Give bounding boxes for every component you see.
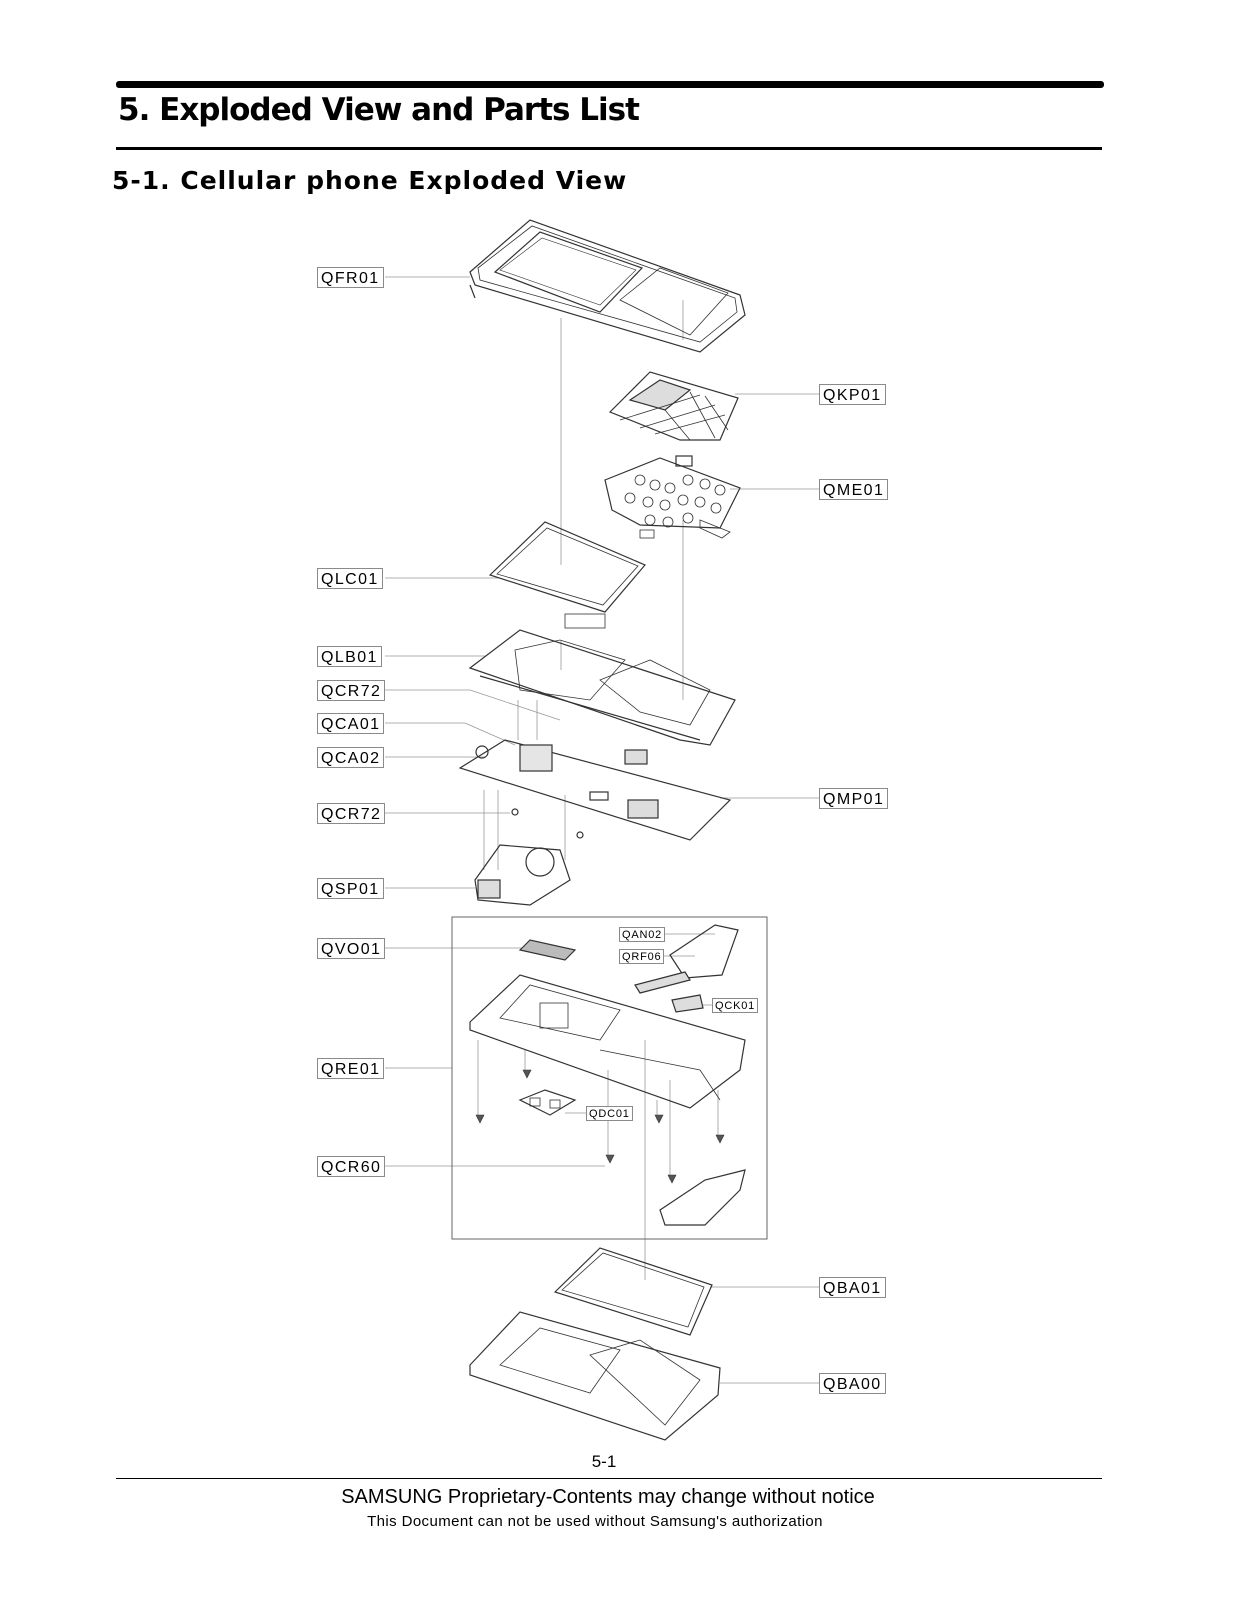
callout-qrf06: QRF06 <box>619 949 664 964</box>
keypad-drawing <box>610 372 738 440</box>
callout-qba00: QBA00 <box>819 1373 886 1394</box>
battery-cover-drawing <box>470 1312 720 1440</box>
battery-drawing <box>555 1248 712 1335</box>
callout-qcr72-a: QCR72 <box>317 680 385 701</box>
callout-qcr60: QCR60 <box>317 1156 385 1177</box>
footer-authorization: This Document can not be used without Samsung's authorization <box>367 1513 823 1530</box>
callout-qvo01: QVO01 <box>317 938 385 959</box>
page-title: 5. Exploded View and Parts List <box>118 92 639 128</box>
page-number: 5-1 <box>591 1452 617 1471</box>
callout-qca01: QCA01 <box>317 713 384 734</box>
lcd-bracket-drawing <box>470 630 735 745</box>
callout-qck01: QCK01 <box>712 998 758 1013</box>
metal-dome-drawing <box>605 456 740 538</box>
callout-qre01: QRE01 <box>317 1058 384 1079</box>
leader-lines <box>385 277 820 1383</box>
main-board-drawing <box>460 740 730 840</box>
rear-case-group-frame <box>452 917 767 1239</box>
speaker-drawing <box>475 845 570 905</box>
section-title: 5-1. Cellular phone Exploded View <box>112 166 628 195</box>
callout-qan02: QAN02 <box>619 927 665 942</box>
lcd-drawing <box>490 522 645 628</box>
callout-qlc01: QLC01 <box>317 568 383 589</box>
callout-qlb01: QLB01 <box>317 646 382 667</box>
footer-rule <box>116 1478 1102 1479</box>
front-cover-drawing <box>470 220 745 352</box>
callout-qfr01: QFR01 <box>317 267 384 288</box>
footer-notice: SAMSUNG Proprietary-Contents may change without notice <box>341 1486 875 1508</box>
callout-qme01: QME01 <box>819 479 888 500</box>
callout-qmp01: QMP01 <box>819 788 888 809</box>
callout-qkp01: QKP01 <box>819 384 886 405</box>
rear-case-drawing <box>470 925 745 1225</box>
callout-qba01: QBA01 <box>819 1277 886 1298</box>
callout-qca02: QCA02 <box>317 747 384 768</box>
callout-qsp01: QSP01 <box>317 878 384 899</box>
callout-qdc01: QDC01 <box>586 1106 633 1121</box>
callout-qcr72-b: QCR72 <box>317 803 385 824</box>
